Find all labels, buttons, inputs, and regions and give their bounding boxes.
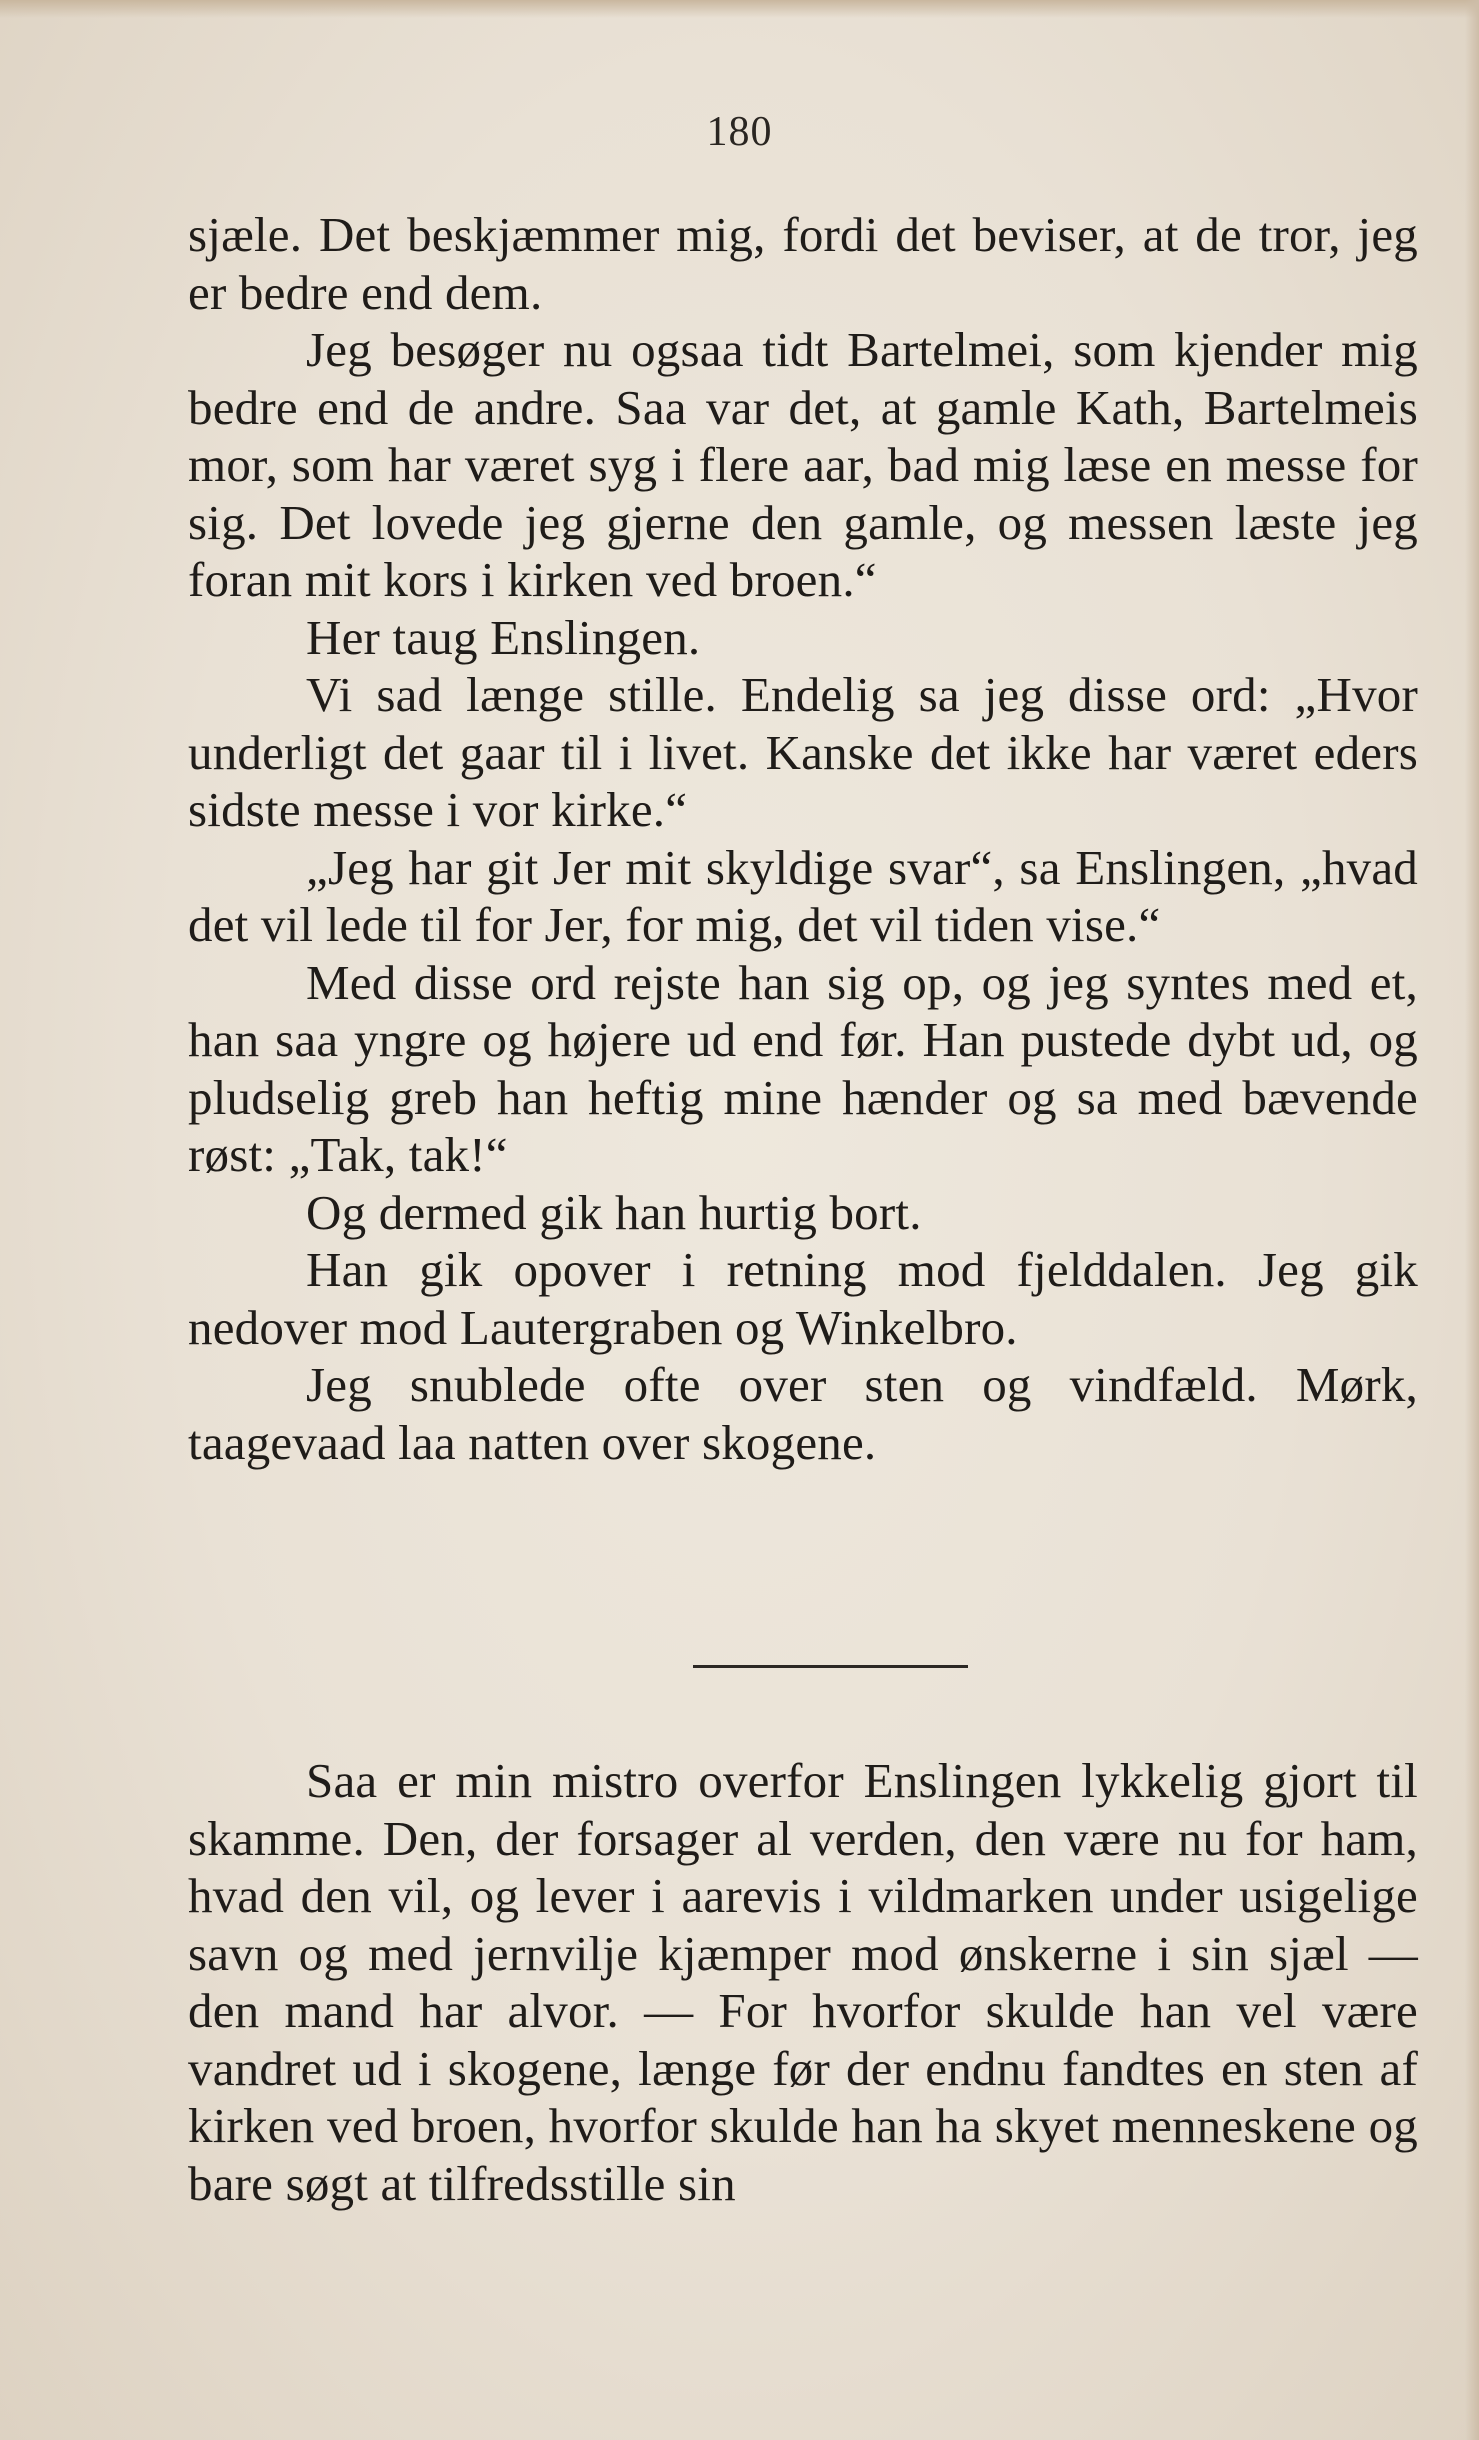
page-number: 180: [706, 109, 773, 155]
page-right-edge-shading: [1465, 0, 1479, 2440]
paragraph: „Jeg har git Jer mit skyldige svar“, sa Enslingen, „hvad det vil lede til for Jer, for mig, det vil tiden vise.“: [188, 839, 1418, 952]
paragraph: Han gik opover i retning mod fjelddalen. Jeg gik nedover mod Lautergraben og Winkelbro.: [188, 1242, 1418, 1355]
paragraph-continued: sjæle. Det beskjæmmer mig, fordi det beviser, at de tror, jeg er bedre end dem.: [188, 207, 1418, 320]
paragraph: Jeg besøger nu ogsaa tidt Bartelmei, som kjender mig bedre end de andre. Saa var det, at gamle Kath, Bartelmeis mor, som har været syg i flere aar, bad mig læse en messe for sig. Det lovede jeg gjerne den gamle, og messen læste jeg foran mit kors i kirken ved broen.“: [188, 322, 1418, 607]
paragraph: Vi sad længe stille. Endelig sa jeg disse ord: „Hvor underligt det gaar til i livet. Kanske det ikke har været eders sidste messe i vor kirke.“: [188, 667, 1418, 837]
second-text-section: [188, 1752, 1418, 2212]
paragraph: Med disse ord rejste han sig op, og jeg syntes med et, han saa yngre og højere ud end før. Han pustede dybt ud, og pludselig greb han heftig mine hænder og sa med bævende røst: „Tak, tak!“: [188, 954, 1418, 1182]
section-divider: [693, 1665, 968, 1668]
paragraph: Og dermed gik han hurtig bort.: [306, 1184, 922, 1240]
paragraph: Her taug Enslingen.: [306, 609, 701, 665]
paragraph: Saa er min mistro overfor Enslingen lykkelig gjort til skamme. Den, der forsager al verden, den være nu for ham, hvad den vil, og lever i aarevis i vildmarken under usigelige savn og med jernvilje kjæmper mod ønskerne i sin sjæl — den mand har alvor. — For hvorfor skulde han vel være vandret ud i skogene, længe før der endnu fandtes en sten af kirken ved broen, hvorfor skulde han ha skyet menneskene og bare søgt at tilfredsstille sin: [188, 1753, 1418, 2211]
page-top-edge-shading: [0, 0, 1479, 18]
paragraph: Jeg snublede ofte over sten og vindfæld. Mørk, taagevaad laa natten over skogene.: [188, 1357, 1418, 1470]
main-text-section: [188, 206, 1418, 1471]
